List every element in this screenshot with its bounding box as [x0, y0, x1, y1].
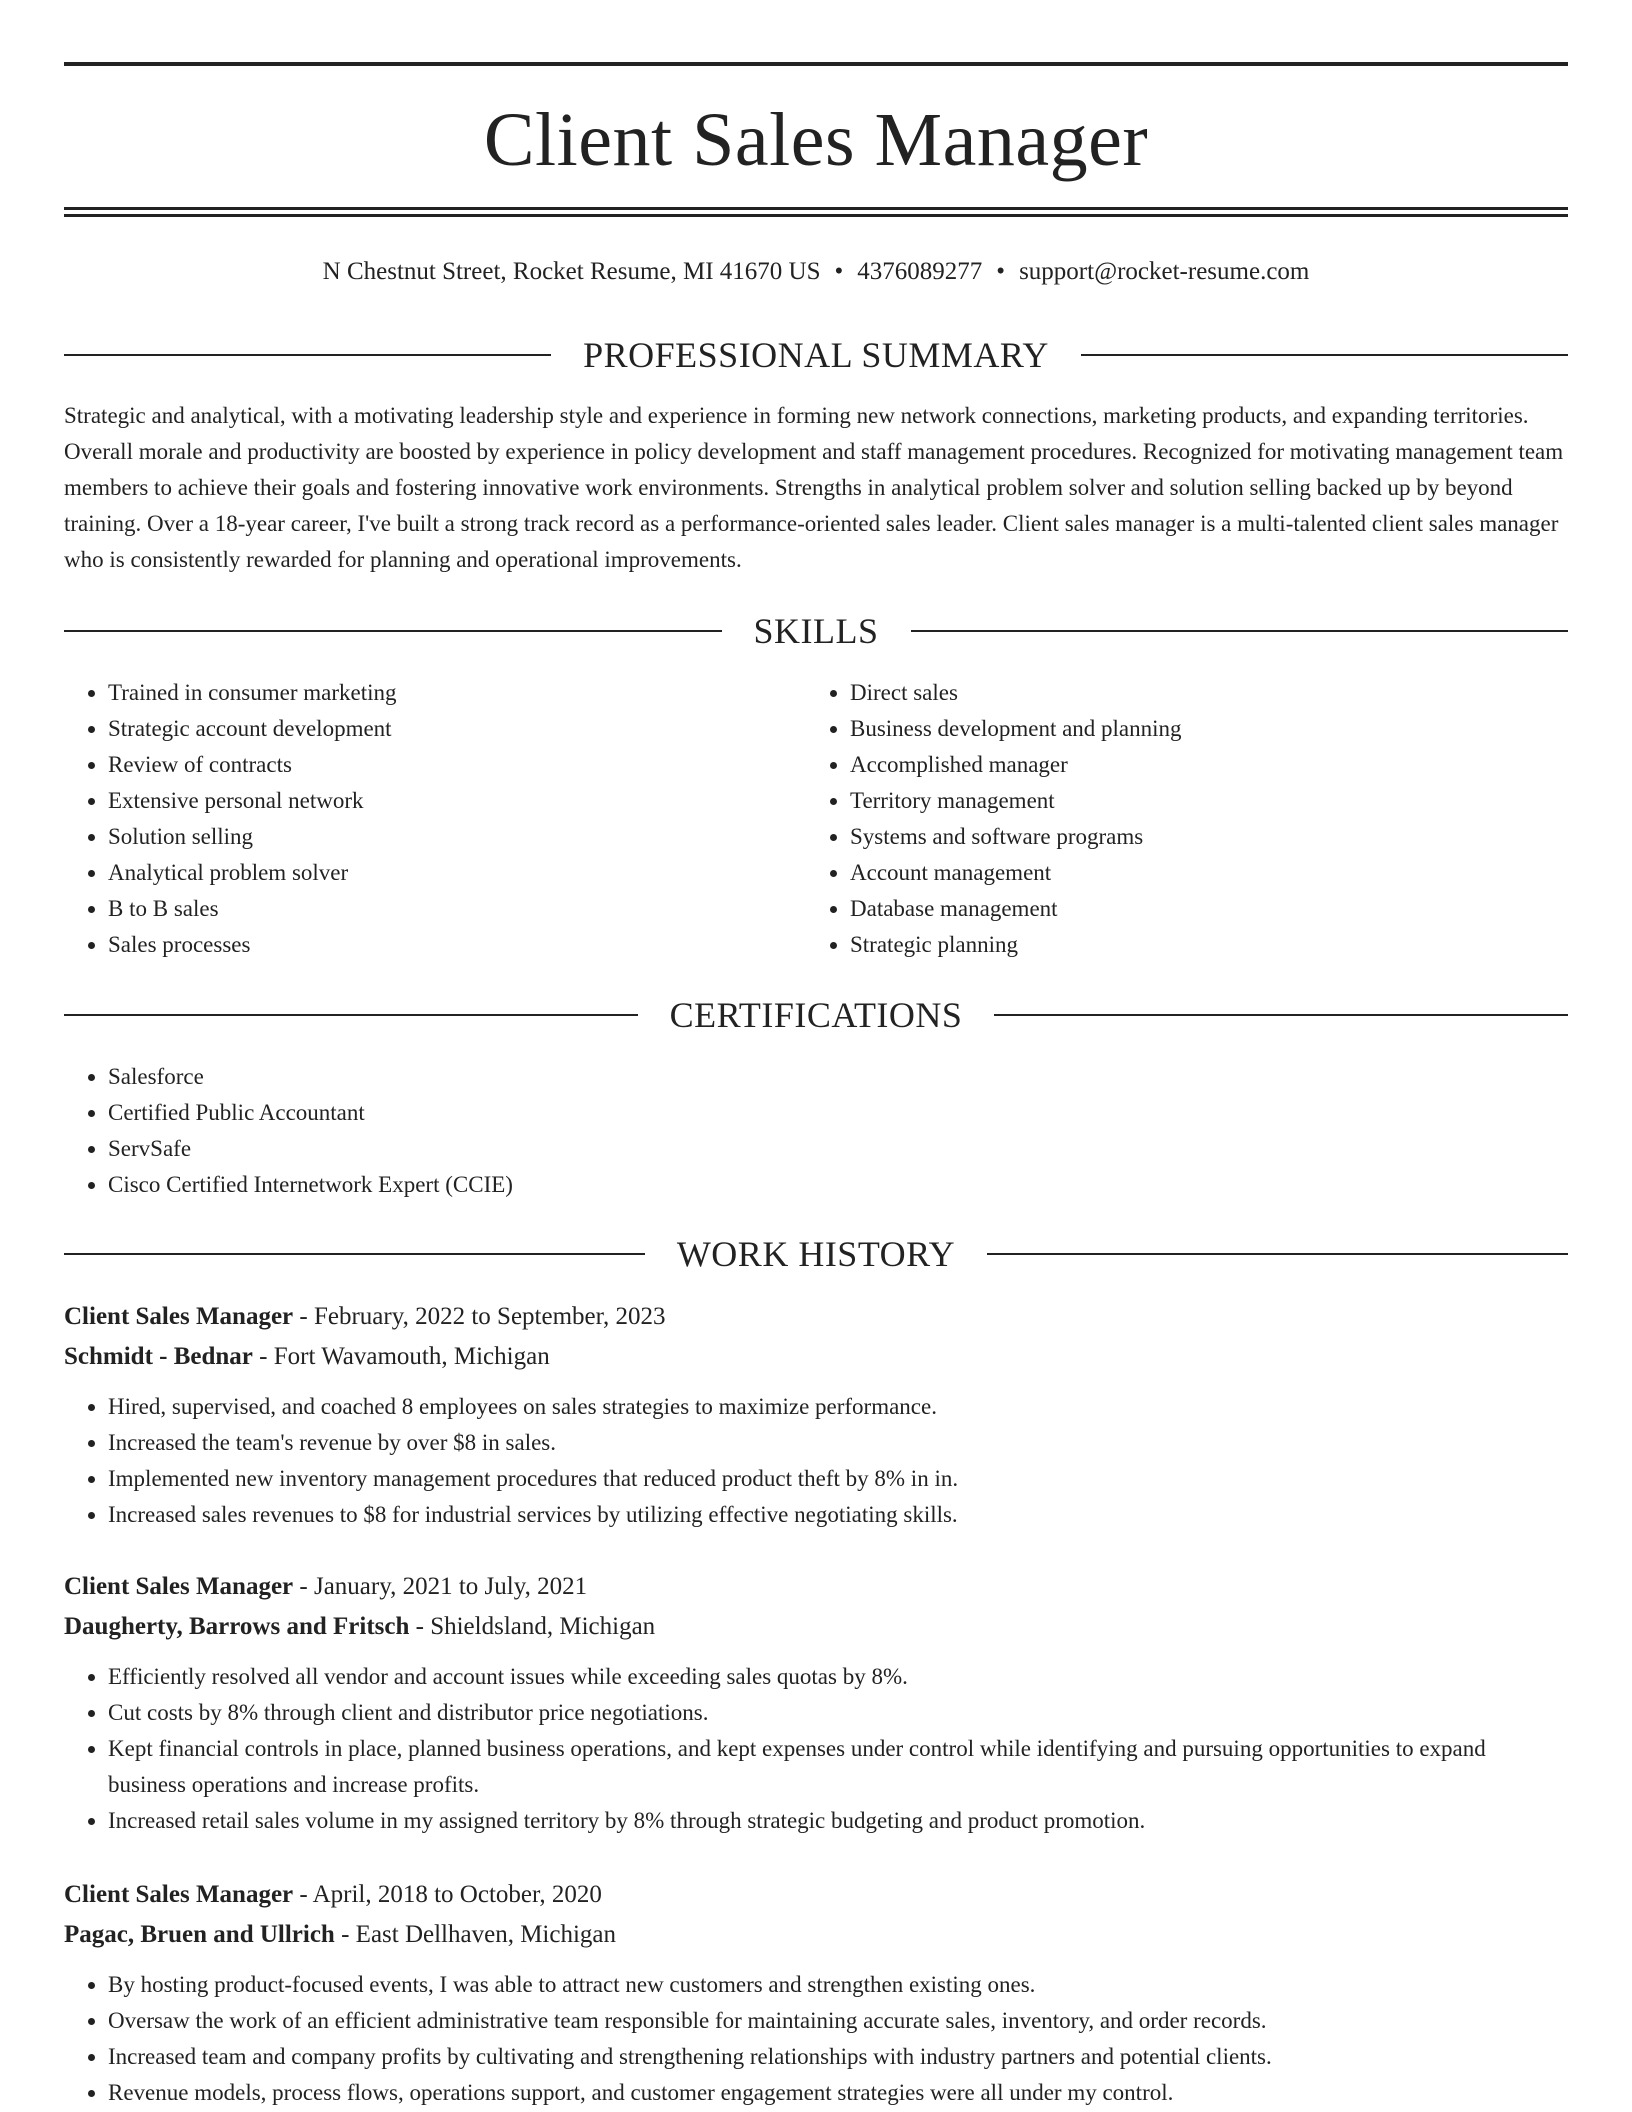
summary-heading	[64, 332, 1568, 378]
work-history-heading	[64, 1231, 1568, 1277]
job-title: Client Sales Manager	[64, 1303, 294, 1330]
heading-rule	[994, 1014, 1568, 1016]
job-dates: - April, 2018 to October, 2020	[293, 1881, 602, 1908]
job-bullet: • Revenue models, process flows, operations support, and customer engagement strategies were all under my control.	[108, 2075, 1568, 2111]
certification-item: • ServSafe	[108, 1131, 1568, 1167]
job-bullet: • Increased sales revenues to $8 for industrial services by utilizing effective negotiating skills.	[108, 1497, 1568, 1533]
job-bullet: • Implemented new inventory management procedures that reduced product theft by 8% in in.	[108, 1461, 1568, 1497]
skill-item: • Sales processes	[108, 927, 804, 963]
heading-rule	[64, 1253, 645, 1255]
skill-item: • Solution selling	[108, 819, 804, 855]
certifications-list-wrap	[64, 1059, 1568, 1203]
skill-item: • Systems and software programs	[850, 819, 1566, 855]
job-bullet: • By hosting product-focused events, I was able to attract new customers and strengthen existing ones.	[108, 1967, 1568, 2003]
section-title: WORK HISTORY	[676, 1234, 956, 1274]
certification-item: • Cisco Certified Internetwork Expert (CCIE)	[108, 1167, 1568, 1203]
section-title: CERTIFICATIONS	[669, 995, 963, 1035]
heading-rule	[911, 630, 1569, 632]
job-bullet: • Kept financial controls in place, planned business operations, and kept expenses under control while identifying and pursuing opportunities to expand business operations and increase profits.	[108, 1731, 1568, 1803]
job-company-line	[64, 1337, 1568, 1377]
job-entry	[64, 1567, 1568, 1839]
skill-item: • Territory management	[850, 783, 1566, 819]
job-bullets	[64, 1967, 1568, 2111]
job-bullet: • Cut costs by 8% through client and distributor price negotiations.	[108, 1695, 1568, 1731]
job-title-line	[64, 1297, 1568, 1337]
job-location: - Shieldsland, Michigan	[409, 1613, 656, 1640]
summary-text: Strategic and analytical, with a motivating leadership style and experience in forming new network connections, marketing products, and expanding territories. Overall morale and productivity are boosted by experience in policy development and staff management procedures. Recognized for motivating management team members to achieve their goals and fostering innovative work environments. Strengths in analytical problem solver and solution selling backed up by beyond training. Over a 18-year career, I've built a strong track record as a performance-oriented sales leader. Client sales manager is a multi-talented client sales manager who is consistently rewarded for planning and operational improvements.	[64, 403, 1564, 572]
header-double-rule	[64, 207, 1568, 217]
skill-item: • Strategic account development	[108, 711, 804, 747]
job-company-line	[64, 1915, 1568, 1955]
contact-email: support@rocket-resume.com	[1019, 258, 1310, 285]
skill-item: • B to B sales	[108, 891, 804, 927]
skill-item: • Trained in consumer marketing	[108, 675, 804, 711]
job-company-line	[64, 1607, 1568, 1647]
job-bullet: • Increased retail sales volume in my assigned territory by 8% through strategic budgeting and product promotion.	[108, 1803, 1568, 1839]
certifications-heading	[64, 992, 1568, 1038]
heading-rule	[64, 354, 551, 356]
skill-item: • Database management	[850, 891, 1566, 927]
contact-phone: 4376089277	[857, 258, 983, 285]
skill-item: • Accomplished manager	[850, 747, 1566, 783]
job-title-line	[64, 1567, 1568, 1607]
skills-right-list	[806, 675, 1566, 963]
job-company: Pagac, Bruen and Ullrich	[64, 1921, 335, 1948]
job-entry	[64, 1297, 1568, 1533]
section-title: SKILLS	[753, 611, 879, 651]
skill-item: • Analytical problem solver	[108, 855, 804, 891]
job-location: - Fort Wavamouth, Michigan	[252, 1343, 550, 1370]
contact-address: N Chestnut Street, Rocket Resume, MI 41670 US	[322, 258, 821, 285]
job-bullet: • Increased the team's revenue by over $8 in sales.	[108, 1425, 1568, 1461]
contact-separator: •	[996, 258, 1006, 285]
skill-item: • Account management	[850, 855, 1566, 891]
job-bullet: • Increased team and company profits by cultivating and strengthening relationships with industry partners and potential clients.	[108, 2039, 1568, 2075]
skill-item: • Business development and planning	[850, 711, 1566, 747]
skill-item: • Extensive personal network	[108, 783, 804, 819]
contact-separator: •	[834, 258, 844, 285]
job-location: - East Dellhaven, Michigan	[334, 1921, 617, 1948]
job-bullet: • Oversaw the work of an efficient administrative team responsible for maintaining accurate sales, inventory, and order records.	[108, 2003, 1568, 2039]
skills-heading	[64, 608, 1568, 654]
section-title: PROFESSIONAL SUMMARY	[583, 335, 1049, 375]
heading-rule	[64, 1014, 638, 1016]
resume-name: Client Sales Manager	[483, 98, 1149, 182]
heading-rule	[1081, 354, 1568, 356]
certification-item: • Salesforce	[108, 1059, 1568, 1095]
job-title: Client Sales Manager	[64, 1881, 294, 1908]
skills-left-column	[64, 675, 804, 963]
skills-left-list	[64, 675, 804, 963]
job-company: Schmidt - Bednar	[64, 1343, 253, 1370]
job-title: Client Sales Manager	[64, 1573, 294, 1600]
heading-rule	[64, 630, 722, 632]
job-bullets	[64, 1389, 1568, 1533]
header-top-rule	[64, 62, 1568, 66]
contact-line	[64, 252, 1568, 292]
job-entry	[64, 1875, 1568, 2111]
skill-item: • Strategic planning	[850, 927, 1566, 963]
job-dates: - January, 2021 to July, 2021	[293, 1573, 588, 1600]
job-bullets	[64, 1659, 1568, 1839]
job-bullet: • Hired, supervised, and coached 8 employees on sales strategies to maximize performance.	[108, 1389, 1568, 1425]
skills-right-column	[806, 675, 1566, 963]
certifications-list	[64, 1059, 1568, 1203]
job-dates: - February, 2022 to September, 2023	[293, 1303, 666, 1330]
certification-item: • Certified Public Accountant	[108, 1095, 1568, 1131]
heading-rule	[987, 1253, 1568, 1255]
job-bullet: • Efficiently resolved all vendor and account issues while exceeding sales quotas by 8%.	[108, 1659, 1568, 1695]
job-company: Daugherty, Barrows and Fritsch	[64, 1613, 410, 1640]
skill-item: • Review of contracts	[108, 747, 804, 783]
skill-item: • Direct sales	[850, 675, 1566, 711]
job-title-line	[64, 1875, 1568, 1915]
